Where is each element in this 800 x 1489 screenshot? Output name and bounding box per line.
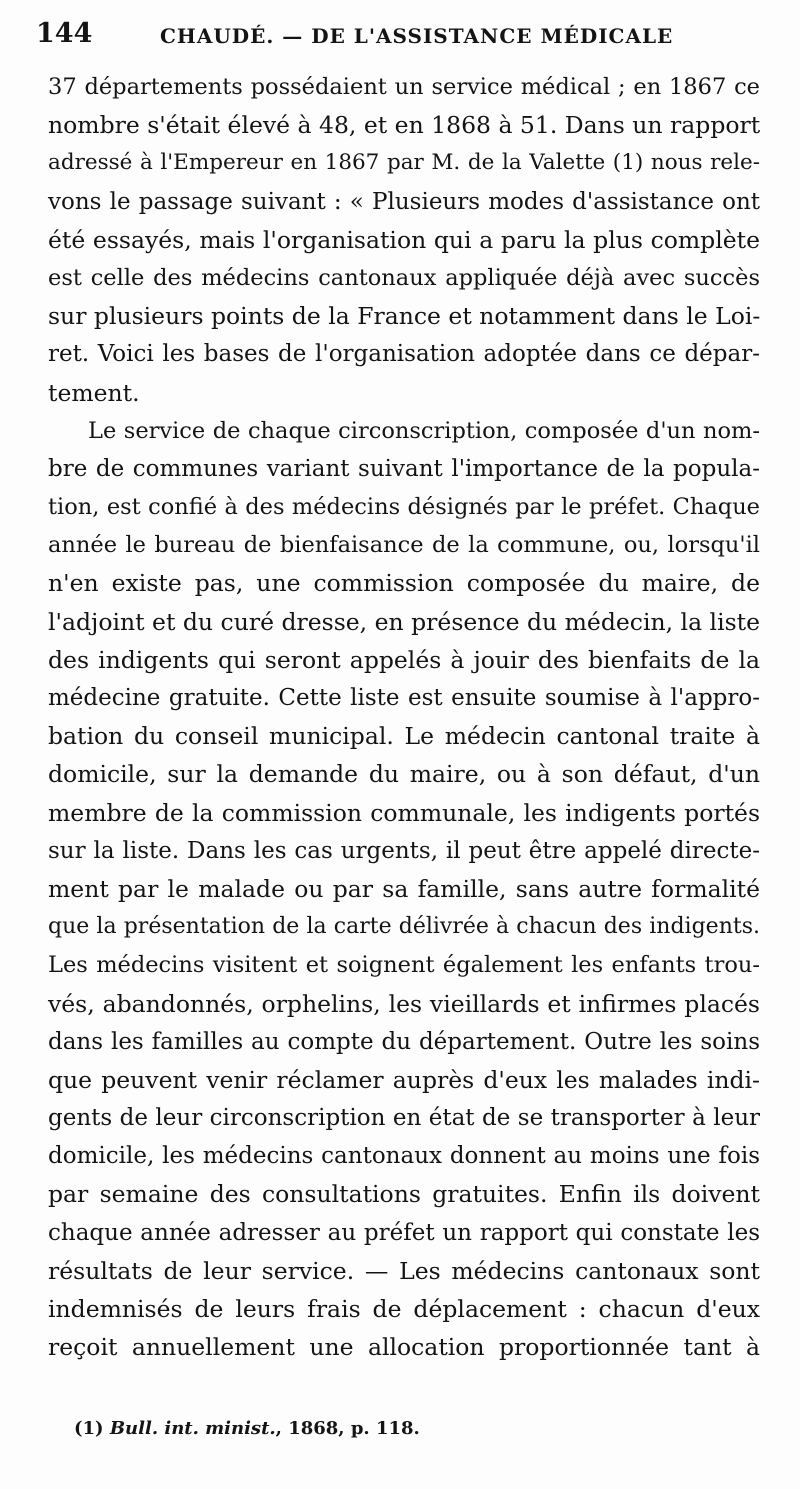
footnote (74, 1418, 420, 1439)
text-line: sur plusieurs points de la France et notamment dans le Loi- (48, 302, 761, 331)
text-line: des indigents qui seront appelés à jouir des bienfaits de la (48, 645, 760, 674)
text-line: nombre s'était élevé à 48, et en 1868 à 51. Dans un rapport (48, 111, 761, 140)
text-line: adressé à l'Empereur en 1867 par M. de la Valette (1) nous rele- (48, 150, 760, 176)
paragraph-start-line: Le service de chaque circonscription, composée d'un nom- (88, 417, 760, 444)
text-line: dans les familles au compte du département. Outre les soins (48, 1028, 760, 1055)
footnote-source: Bull. int. minist. (109, 1418, 276, 1439)
running-head (36, 18, 756, 58)
text-line: médecine gratuite. Cette liste est ensuite soumise à l'appro- (48, 685, 760, 711)
footnote-reference: , 1868, p. 118. (275, 1418, 420, 1439)
text-line: 37 départements possédaient un service médical ; en 1867 ce (48, 74, 760, 100)
text-line: domicile, les médecins cantonaux donnent au moins une fois (48, 1143, 760, 1170)
text-line: vons le passage suivant : « Plusieurs modes d'assistance ont (48, 188, 760, 215)
text-line: vés, abandonnés, orphelins, les vieillards et infirmes placés (48, 989, 760, 1018)
footnote-marker: (1) (74, 1418, 104, 1439)
text-line: que la présentation de la carte délivrée à chacun des indigents. (48, 914, 760, 940)
text-line: n'en existe pas, une commission composée du maire, de (48, 569, 760, 598)
running-title: CHAUDÉ. — DE L'ASSISTANCE MÉDICALE (160, 24, 674, 48)
text-line: chaque année adresser au préfet un rapport qui constate les (48, 1219, 760, 1246)
page-number: 144 (36, 18, 93, 49)
text-line: ment par le malade ou par sa famille, sans autre formalité (48, 874, 760, 903)
text-line: tion, est confié à des médecins désignés par le préfet. Chaque (48, 494, 760, 521)
text-line: été essayés, mais l'organisation qui a paru la plus complète (48, 225, 760, 254)
text-line: année le bureau de bienfaisance de la commune, ou, lorsqu'il (48, 532, 760, 559)
body-text (48, 68, 760, 1366)
text-line: par semaine des consultations gratuites. Enfin ils doivent (48, 1180, 760, 1209)
text-line: membre de la commission communale, les indigents portés (48, 798, 760, 827)
text-line: sur la liste. Dans les cas urgents, il peut être appelé directe- (48, 837, 760, 864)
text-line: l'adjoint et du curé dresse, en présence du médecin, la liste (48, 607, 760, 636)
text-line: bation du conseil municipal. Le médecin cantonal traite à (48, 722, 760, 751)
text-line: résultats de leur service. — Les médecins cantonaux sont (48, 1256, 760, 1285)
text-line: Les médecins visitent et soignent également les enfants trou- (48, 952, 760, 979)
text-line: que peuvent venir réclamer auprès d'eux les malades indi- (48, 1065, 760, 1094)
text-line: bre de communes variant suivant l'importance de la popula- (48, 455, 760, 482)
text-line: reçoit annuellement une allocation proportionnée tant à (48, 1333, 760, 1362)
text-line: domicile, sur la demande du maire, ou à son défaut, d'un (48, 760, 760, 789)
text-line: gents de leur circonscription en état de se transporter à leur (48, 1105, 760, 1132)
text-line: est celle des médecins cantonaux appliquée déjà avec succès (48, 264, 760, 291)
text-line: indemnisés de leurs frais de déplacement : chacun d'eux (48, 1295, 760, 1323)
text-line: ret. Voici les bases de l'organisation adoptée dans ce dépar- (48, 341, 760, 368)
text-line: tement. (48, 378, 140, 407)
